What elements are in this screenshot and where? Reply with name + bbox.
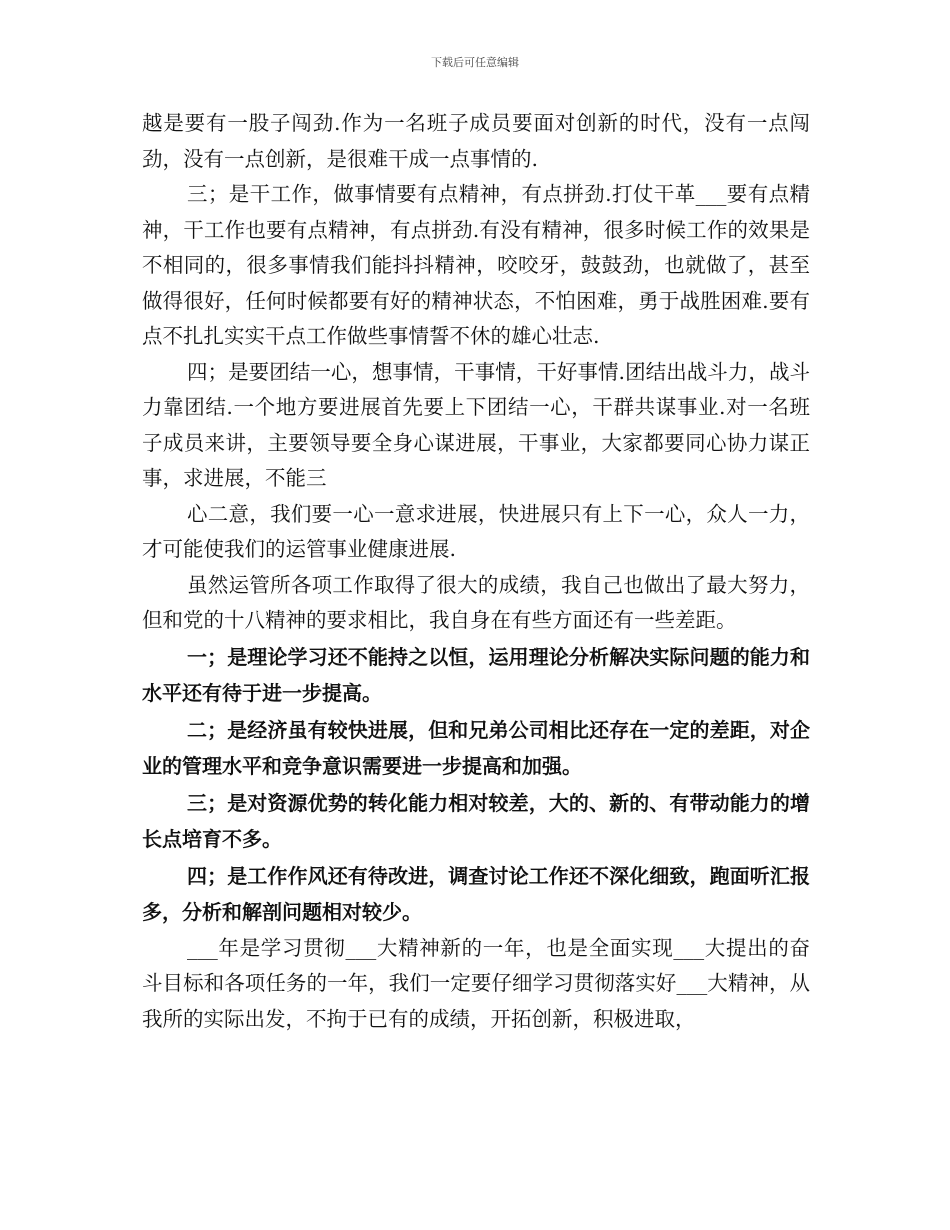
paragraph-10: ___年是学习贯彻___大精神新的一年，也是全面实现___大提出的奋斗目标和各项任务的一年，我们一定要仔细学习贯彻落实好___大精神，从我所的实际出发，不拘于已有的成绩，开拓创新，积极进取， [142, 935, 810, 1031]
paragraph-2: 三；是干工作，做事情要有点精神，有点拼劲.打仗干革___要有点精神，干工作也要有点精神，有点拼劲.有没有精神，很多时候工作的效果是不相同的，很多事情我们能抖抖精神，咬咬牙，鼓鼓劲，也就做了，甚至做得很好，任何时候都要有好的精神状态，不怕困难，勇于战胜困难.要有点不扎扎实实干点工作做些事情誓不休的雄心壮志. [142, 182, 810, 348]
paragraph-9-bold: 四；是工作作风还有待改进，调查讨论工作还不深化细致，跑面听汇报多，分析和解剖问题相对较少。 [142, 863, 810, 924]
paragraph-8-bold: 三；是对资源优势的转化能力相对较差，大的、新的、有带动能力的增长点培育不多。 [142, 790, 810, 851]
paragraph-6-bold: 一；是理论学习还不能持之以恒，运用理论分析解决实际问题的能力和水平还有待于进一步提高。 [142, 644, 810, 705]
paragraph-5: 虽然运管所各项工作取得了很大的成绩，我自己也做出了最大努力，但和党的十八精神的要求相比，我自身在有些方面还有一些差距。 [142, 572, 810, 632]
paragraph-3: 四；是要团结一心，想事情，干事情，干好事情.团结出战斗力，战斗力靠团结.一个地方要进展首先要上下团结一心，干群共谋事业.对一名班子成员来讲，主要领导要全身心谋进展，干事业，大家都要同心协力谋正事，求进展，不能三 [142, 359, 810, 490]
document-body [142, 106, 810, 1037]
paragraph-7-bold: 二；是经济虽有较快进展，但和兄弟公司相比还存在一定的差距，对企业的管理水平和竞争意识需要进一步提高和加强。 [142, 717, 810, 778]
paragraph-4: 心二意，我们要一心一意求进展，快进展只有上下一心，众人一力，才可能使我们的运管事业健康进展. [142, 501, 810, 561]
paragraph-1: 越是要有一股子闯劲.作为一名班子成员要面对创新的时代，没有一点闯劲，没有一点创新，是很难干成一点事情的. [142, 111, 810, 171]
page-header: 下载后可任意编辑 [431, 56, 519, 69]
